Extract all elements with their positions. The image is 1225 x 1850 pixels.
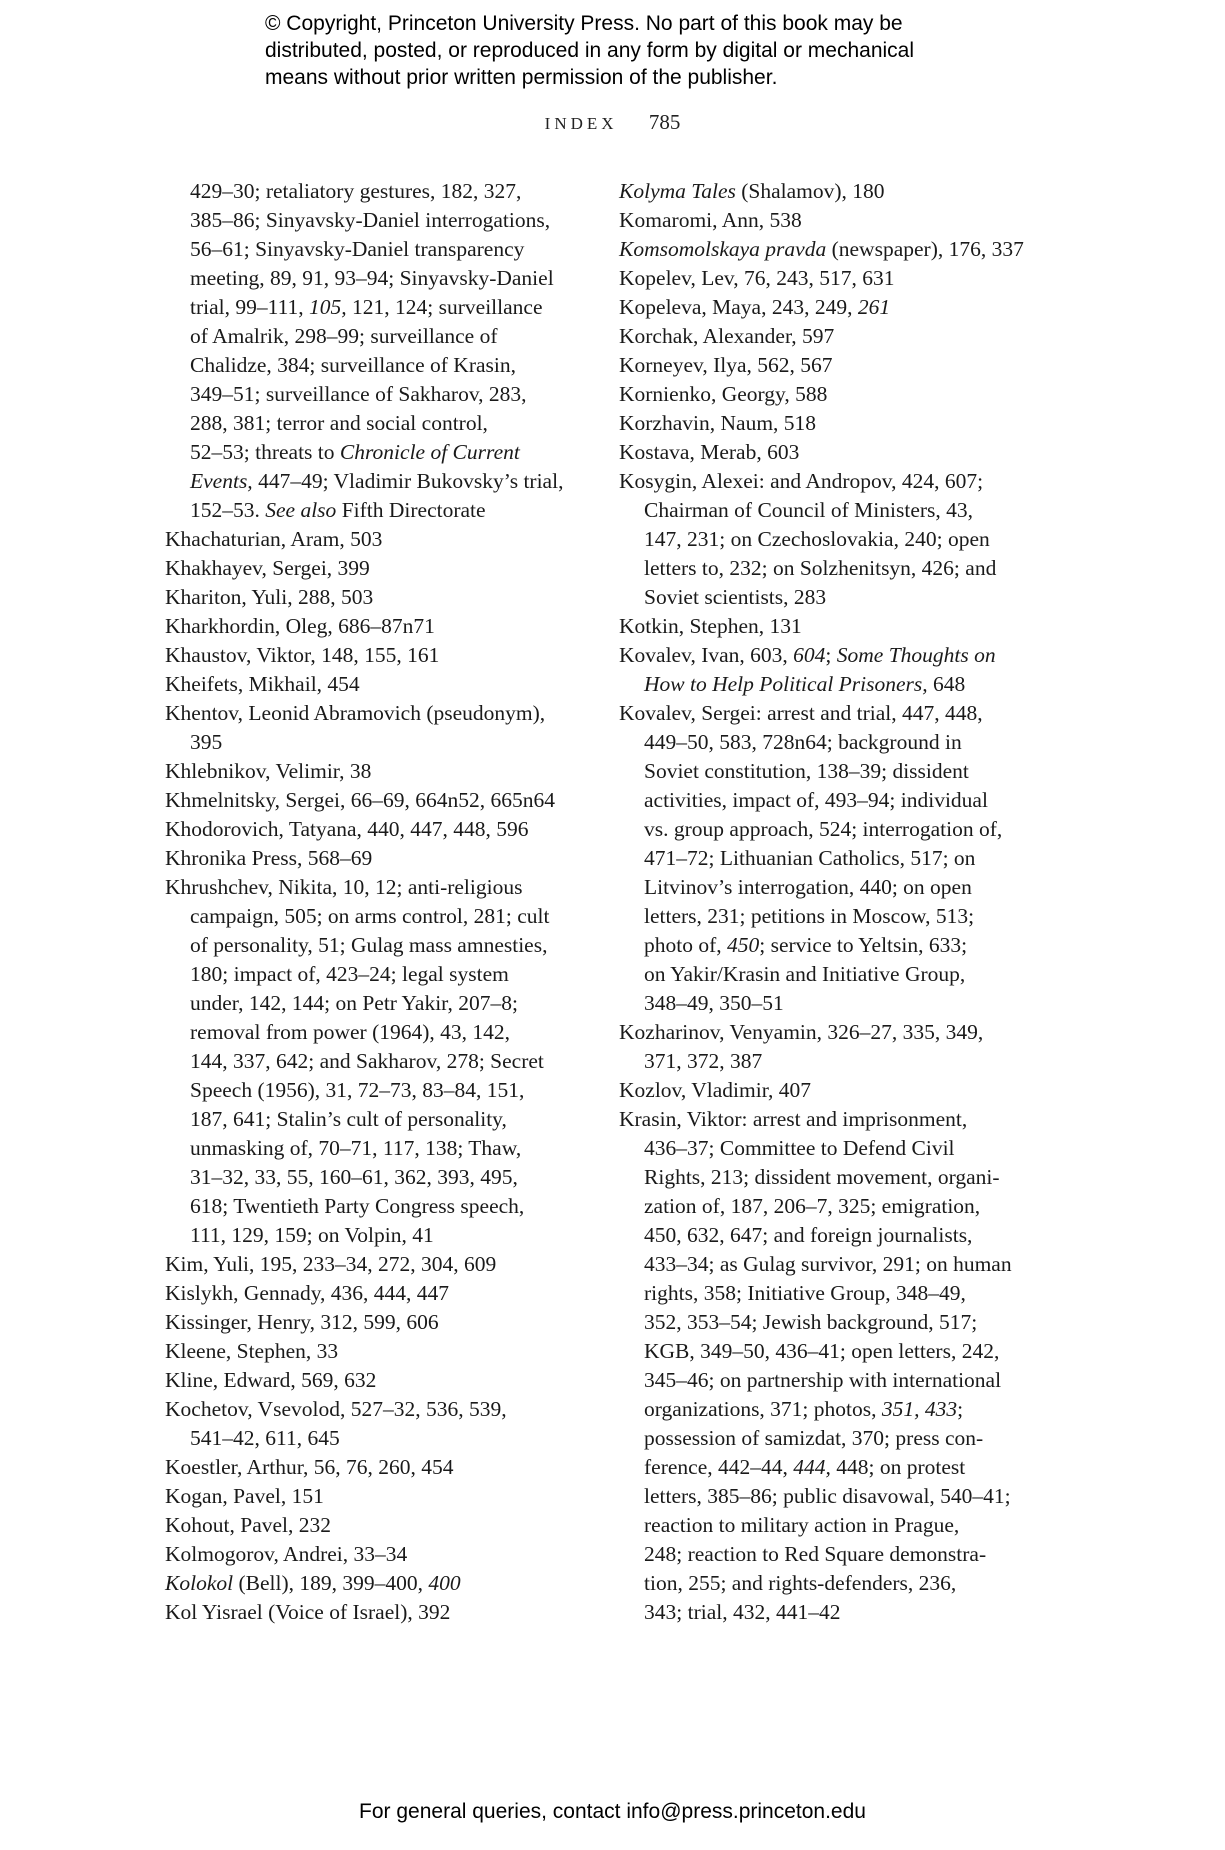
index-entry: Kotkin, Stephen, 131	[619, 614, 802, 638]
index-entry: Krasin, Viktor: arrest and imprisonment,	[619, 1107, 968, 1131]
index-entry: Kozharinov, Venyamin, 326–27, 335, 349,	[619, 1020, 984, 1044]
index-entry-continuation: 343; trial, 432, 441–42	[644, 1600, 841, 1624]
index-column-left	[165, 177, 585, 1627]
index-entry-continuation: 352, 353–54; Jewish background, 517;	[644, 1310, 978, 1334]
index-entry-continuation: 180; impact of, 423–24; legal system	[190, 962, 509, 986]
index-entry-continuation: Litvinov’s interrogation, 440; on open	[644, 875, 972, 899]
index-entry: Khakhayev, Sergei, 399	[165, 556, 370, 580]
index-entry-continuation: 433–34; as Gulag survivor, 291; on human	[644, 1252, 1012, 1276]
index-entry-continuation: 429–30; retaliatory gestures, 182, 327,	[190, 179, 522, 203]
index-entry: Kolmogorov, Andrei, 33–34	[165, 1542, 408, 1566]
index-entry: Kovalev, Sergei: arrest and trial, 447, 448,	[619, 701, 983, 725]
index-entry: Khrushchev, Nikita, 10, 12; anti-religious	[165, 875, 523, 899]
index-entry: Khentov, Leonid Abramovich (pseudonym),	[165, 701, 546, 725]
index-entry-continuation: KGB, 349–50, 436–41; open letters, 242,	[644, 1339, 1000, 1363]
index-entry: Kharkhordin, Oleg, 686–87n71	[165, 614, 435, 638]
index-entry-continuation: zation of, 187, 206–7, 325; emigration,	[644, 1194, 981, 1218]
index-entry-continuation: of personality, 51; Gulag mass amnesties,	[190, 933, 548, 957]
index-entry: Komaromi, Ann, 538	[619, 208, 802, 232]
running-head-label: INDEX	[544, 114, 618, 133]
index-entry-continuation: meeting, 89, 91, 93–94; Sinyavsky-Daniel	[190, 266, 554, 290]
index-entry-continuation: 31–32, 33, 55, 160–61, 362, 393, 495,	[190, 1165, 518, 1189]
index-entry-continuation: 111, 129, 159; on Volpin, 41	[190, 1223, 434, 1247]
index-entry-continuation: reaction to military action in Prague,	[644, 1513, 960, 1537]
index-entry-continuation: ference, 442–44, 444, 448; on protest	[644, 1455, 966, 1479]
index-entry: Kline, Edward, 569, 632	[165, 1368, 377, 1392]
index-entry-continuation: 248; reaction to Red Square demonstra-	[644, 1542, 987, 1566]
index-entry-continuation: 385–86; Sinyavsky-Daniel interrogations,	[190, 208, 551, 232]
index-entry: Kleene, Stephen, 33	[165, 1339, 339, 1363]
index-entry: Khaustov, Viktor, 148, 155, 161	[165, 643, 440, 667]
index-entry-continuation: Events, 447–49; Vladimir Bukovsky’s trial,	[190, 469, 564, 493]
index-entry-continuation: 541–42, 611, 645	[190, 1426, 340, 1450]
index-entry-continuation: possession of samizdat, 370; press con-	[644, 1426, 984, 1450]
index-entry-continuation: vs. group approach, 524; interrogation of,	[644, 817, 1003, 841]
index-entry: Kochetov, Vsevolod, 527–32, 536, 539,	[165, 1397, 507, 1421]
index-entry: Khronika Press, 568–69	[165, 846, 373, 870]
index-entry: Kim, Yuli, 195, 233–34, 272, 304, 609	[165, 1252, 497, 1276]
index-entry-continuation: tion, 255; and rights-defenders, 236,	[644, 1571, 957, 1595]
index-entry-continuation: activities, impact of, 493–94; individual	[644, 788, 988, 812]
index-entry: Kol Yisrael (Voice of Israel), 392	[165, 1600, 451, 1624]
copyright-line: means without prior written permission of the publisher.	[265, 66, 778, 89]
index-entry-continuation: 471–72; Lithuanian Catholics, 517; on	[644, 846, 976, 870]
index-entry-continuation: Chalidze, 384; surveillance of Krasin,	[190, 353, 516, 377]
index-entry-continuation: Rights, 213; dissident movement, organi-	[644, 1165, 1000, 1189]
index-entry: Kohout, Pavel, 232	[165, 1513, 332, 1537]
copyright-notice	[265, 10, 1025, 91]
index-entry: Kovalev, Ivan, 603, 604; Some Thoughts on	[619, 643, 996, 667]
index-entry-continuation: letters to, 232; on Solzhenitsyn, 426; and	[644, 556, 997, 580]
index-entry: Kheifets, Mikhail, 454	[165, 672, 360, 696]
index-entry-continuation: 187, 641; Stalin’s cult of personality,	[190, 1107, 507, 1131]
index-entry: Komsomolskaya pravda (newspaper), 176, 337	[619, 237, 1024, 261]
index-entry: Khodorovich, Tatyana, 440, 447, 448, 596	[165, 817, 529, 841]
index-entry-continuation: 450, 632, 647; and foreign journalists,	[644, 1223, 973, 1247]
index-entry: Kozlov, Vladimir, 407	[619, 1078, 812, 1102]
index-entry-continuation: 345–46; on partnership with international	[644, 1368, 1002, 1392]
index-entry-continuation: 618; Twentieth Party Congress speech,	[190, 1194, 525, 1218]
index-entry-continuation: Soviet constitution, 138–39; dissident	[644, 759, 969, 783]
index-entry-continuation: 449–50, 583, 728n64; background in	[644, 730, 962, 754]
index-entry: Khariton, Yuli, 288, 503	[165, 585, 374, 609]
index-entry: Kopeleva, Maya, 243, 249, 261	[619, 295, 891, 319]
index-entry-continuation: Soviet scientists, 283	[644, 585, 827, 609]
index-entry: Korzhavin, Naum, 518	[619, 411, 817, 435]
index-entry: Kogan, Pavel, 151	[165, 1484, 324, 1508]
index-entry: Khmelnitsky, Sergei, 66–69, 664n52, 665n64	[165, 788, 555, 812]
index-entry-continuation: rights, 358; Initiative Group, 348–49,	[644, 1281, 966, 1305]
index-entry-continuation: 52–53; threats to Chronicle of Current	[190, 440, 520, 464]
page-number: 785	[648, 110, 681, 134]
index-entry-continuation: Chairman of Council of Ministers, 43,	[644, 498, 974, 522]
index-entry-continuation: 348–49, 350–51	[644, 991, 784, 1015]
index-entry-continuation: 349–51; surveillance of Sakharov, 283,	[190, 382, 527, 406]
index-entry: Koestler, Arthur, 56, 76, 260, 454	[165, 1455, 454, 1479]
index-entry: Kolyma Tales (Shalamov), 180	[619, 179, 885, 203]
footer-contact: For general queries, contact info@press.princeton.edu	[359, 1800, 866, 1823]
index-entry-continuation: photo of, 450; service to Yeltsin, 633;	[644, 933, 968, 957]
index-column-right	[619, 177, 1049, 1627]
index-entry-continuation: Speech (1956), 31, 72–73, 83–84, 151,	[190, 1078, 525, 1102]
index-entry: Kopelev, Lev, 76, 243, 517, 631	[619, 266, 895, 290]
index-entry: Kosygin, Alexei: and Andropov, 424, 607;	[619, 469, 984, 493]
index-entry-continuation: 371, 372, 387	[644, 1049, 763, 1073]
index-entry-continuation: letters, 385–86; public disavowal, 540–41;	[644, 1484, 1011, 1508]
index-entry: Kornienko, Georgy, 588	[619, 382, 828, 406]
index-entry-continuation: removal from power (1964), 43, 142,	[190, 1020, 511, 1044]
index-entry-continuation: 56–61; Sinyavsky-Daniel transparency	[190, 237, 525, 261]
index-entry-continuation: 288, 381; terror and social control,	[190, 411, 488, 435]
index-entry: Korneyev, Ilya, 562, 567	[619, 353, 833, 377]
running-head	[0, 110, 1225, 135]
index-entry: Kolokol (Bell), 189, 399–400, 400	[165, 1571, 461, 1595]
index-entry-continuation: 144, 337, 642; and Sakharov, 278; Secret	[190, 1049, 544, 1073]
index-entry-continuation: 436–37; Committee to Defend Civil	[644, 1136, 955, 1160]
index-entry: Korchak, Alexander, 597	[619, 324, 835, 348]
index-entry-continuation: unmasking of, 70–71, 117, 138; Thaw,	[190, 1136, 522, 1160]
copyright-line: distributed, posted, or reproduced in any form by digital or mechanical	[265, 39, 915, 62]
index-entry-continuation: letters, 231; petitions in Moscow, 513;	[644, 904, 975, 928]
index-entry-continuation: of Amalrik, 298–99; surveillance of	[190, 324, 498, 348]
index-entry: Khlebnikov, Velimir, 38	[165, 759, 372, 783]
copyright-line: © Copyright, Princeton University Press. No part of this book may be	[265, 12, 903, 35]
index-entry: Khachaturian, Aram, 503	[165, 527, 383, 551]
index-entry-continuation: trial, 99–111, 105, 121, 124; surveillance	[190, 295, 543, 319]
index-entry-continuation: 152–53. See also Fifth Directorate	[190, 498, 486, 522]
index-entry-continuation: on Yakir/Krasin and Initiative Group,	[644, 962, 966, 986]
index-entry: Kissinger, Henry, 312, 599, 606	[165, 1310, 439, 1334]
index-entry-continuation: under, 142, 144; on Petr Yakir, 207–8;	[190, 991, 518, 1015]
index-entry: Kislykh, Gennady, 436, 444, 447	[165, 1281, 450, 1305]
index-entry-continuation: 147, 231; on Czechoslovakia, 240; open	[644, 527, 990, 551]
index-entry-continuation: campaign, 505; on arms control, 281; cult	[190, 904, 550, 928]
index-entry-continuation: organizations, 371; photos, 351, 433;	[644, 1397, 964, 1421]
index-entry-continuation: 395	[190, 730, 223, 754]
index-entry: Kostava, Merab, 603	[619, 440, 800, 464]
index-entry-continuation: How to Help Political Prisoners, 648	[644, 672, 966, 696]
